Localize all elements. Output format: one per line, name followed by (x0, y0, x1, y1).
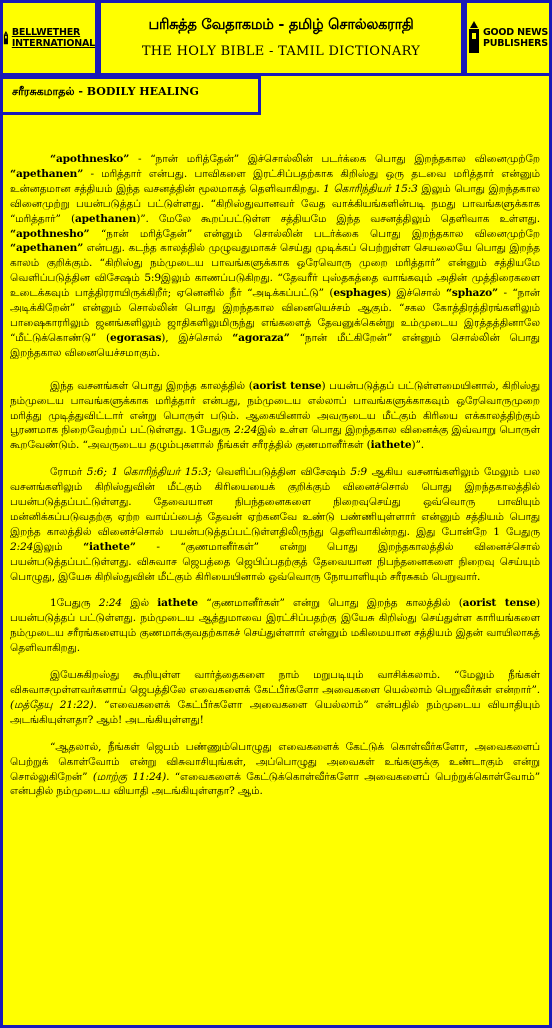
paragraph-text: ரோமர் (50, 466, 87, 479)
paragraph-text: இந்த வசனங்கள் பொது இறந்த காலத்தில் ( (50, 379, 253, 392)
publisher-logo-right (464, 0, 552, 76)
term-text: apethanen (74, 212, 137, 225)
paragraph-text: வெளிப்படுத்தின விசேஷம் (211, 466, 351, 479)
paragraph (10, 740, 540, 800)
reference-text: 2:24 (233, 424, 258, 437)
paragraph-text: “நான் மரித்தேன்” என்னும் சொல்லின் படர்க்கை பொது இறந்தகால வினைமுற்றே (89, 227, 540, 240)
reference-text: (மத்தேயு 21:22). (10, 698, 97, 711)
title-english: THE HOLY BIBLE - TAMIL DICTIONARY (141, 44, 421, 59)
paragraph-text: ) இச்சொல் (386, 287, 446, 300)
paragraph-text: - “நான் மரித்தேன்” இச்சொல்லின் படர்க்கை பொது இறந்தகால வினைமுற்றே (129, 153, 540, 165)
paragraph-text: - “குணமானீர்கள்” என்று பொது இறந்தகாலத்தில் வினைச்சொல் பயன்படுத்தப்பட்டுள்ளது. விசுவாச ஜெபத்தை ஜெபிப்பதற்குத் தேவையான நிபந்தனைகளை நிறைவு செய்யும் பொழுது, இயேசு கிறிஸ்துவின் மீட்கும் கிரியையினால் ஒவ்வொரு நோயாளியும் சரீரசுகம் பெறுவார். (10, 540, 540, 583)
paragraph (10, 668, 540, 728)
paragraph-text: இலும் (33, 540, 84, 553)
dictionary-title-box (98, 0, 464, 76)
paragraph-text: “நான் மீட்கிறேன்” என்னும் சொல்லின் பொது இறந்தகால வினையெச்சமாகும். (10, 331, 540, 359)
lamp-icon (468, 21, 480, 55)
reference-text: 2:24 (10, 540, 34, 553)
term-text: “apethanen” (10, 167, 84, 180)
lamp-icon (3, 21, 9, 55)
term-text: esphages (333, 287, 387, 300)
paragraph-text: இயேசுகிறஸ்து கூறியுள்ள வார்த்தைகளை நாம் மறுபடியும் வாசிக்கலாம். “மேலும் நீங்கள் விசுவாசமுள்ளவர்களாய் ஜெபத்திலே எவைகளைக் கேட்பீர்களோ அவைகளை யெல்லாம் பெறுவீர்கள் என்றார்”. (10, 669, 540, 696)
term-text: iathete (370, 439, 412, 452)
paragraph-text: “எவைகளைக் கேட்பீர்களோ அவைகளை யெல்லாம்” என்பதில் நம்முடைய வியாதியும் அடங்கியுள்ளதா? ஆம்! அடங்கியுள்ளது! (10, 698, 541, 726)
paragraph-text: - மரித்தார் என்பது. பாவிகளை இரட்சிப்பதற்காக கிறிஸ்து ஒரு தடவை மரித்தார் என்னும் உன்னதமான சத்தியம் இந்த வசனத்தின் மூலமாகத் தெளிவாகிறது. (10, 167, 540, 195)
paragraph (10, 152, 540, 361)
paragraph-text: )”. மேலே கூறப்பட்டுள்ள சத்தியமே இந்த வசனத்திலும் தெளிவாக உள்ளது. (136, 212, 540, 225)
paragraph-text: இல் உள்ள பொது இறந்தகால வினைக்கு இவ்வாறு பொருள் கூறவேண்டும். “அவருடைய தழும்புகளால் நீங்கள் சரீரத்தில் குணமானீர்கள் ( (10, 424, 540, 452)
term-text: “agoraza” (232, 331, 290, 344)
paragraph (10, 596, 540, 656)
reference-text: 2:24 (98, 597, 122, 610)
logo-text-left: BELLWETHER INTERNATIONAL (11, 27, 95, 49)
paragraph-text: )”. (411, 439, 424, 452)
paragraph-text: இலும் பொது இறந்தகால வினைமுற்று பயன்படுத்தப் பட்டுள்ளது. “கிறிஸ்துவானவர் வேத வாக்கியங்களின்படி நமது பாவங்களுக்காக “மரித்தார்” ( (10, 182, 540, 225)
paragraph-text: ) பயன்படுத்தப் பட்டுள்ளது. நம்முடைய ஆத்துமாவை இரட்சிப்பதற்கு இயேசு கிறிஸ்து செய்துள்ள காரியங்களை நம்முடைய சரீரங்களையும் குணமாக்குவதற்காகச் செய்துள்ளார் என்னும் மகிமையான சத்தியம் இதன் வாயிலாகத் தெளிவாகிறது. (10, 597, 540, 655)
paragraph-text: 1பேதுரு (50, 597, 99, 610)
term-text: “sphazo” (445, 287, 498, 300)
term-text: “apothnesko” (50, 153, 130, 165)
paragraph-text: ஆகிய வசனங்களிலும் மேலும் பல வசனங்களிலும் கிறிஸ்துவின் மீட்கும் கிரியையைக் குறிக்கும் வினைச்சொல் பொது இறந்தகாலத்தில் பயன்படுத்தப்பட்டுள்ளது. தேவையான நிபந்தனைகளை நிறைவுசெய்து ஒவ்வொரு பாவியும் மன்னிக்கப்படுவதற்கு ஏற்ற வாய்ப்பைத் தேவன் ஏற்கனவே உண்டு பண்ணியுள்ளார் என்னும் சத்தியம் பொது இறந்த காலத்தில் வினைச்சொல் பயன்படுத்தப்பட்டுள்ளதிலிருந்து தெளிவாகின்றது. இது போன்றே 1 பேதுரு (10, 466, 541, 538)
section-title: சரீரசுகமாதல் - BODILY HEALING (0, 76, 261, 115)
paragraph-text: - “நான் அடிக்கிறேன்” என்னும் சொல்லின் பொது இறந்தகால வினையெச்சம் ஆகும். “சகல கோத்திரத்திரங்களிலும் பாஷைகாரரிலும் ஜனங்களிலும் ஜாதிகளிலுமிருந்து எங்களைத் தேவனுக்கென்று உம்முடைய இரத்தத்தினாலே “மீட்டுக்கொண்டு” ( (10, 287, 540, 344)
term-text: egorasas (110, 331, 162, 344)
reference-text: (மாற்கு 11:24). (92, 770, 170, 783)
paragraph-text: இல் (121, 597, 158, 610)
reference-text: 5:6; 1 கொரிந்தியர் 15:3; (86, 466, 212, 479)
paragraph-text: “குணமானீர்கள்” என்று பொது இறந்த காலத்தில் ( (198, 597, 463, 610)
paragraph-text: என்பது. கடந்த காலத்தில் முழுவதுமாகச் செய்து முடிக்கப் பெற்றுள்ள செயலையே பொது இறந்த காலம் குறிக்கும். “கிறிஸ்து நம்முடைய பாவங்களுக்காக ஒரேவொரு முறை மரித்தார்” என்னும் சத்தியமே வெளிப்படுத்தின விசேஷம் 5:9இலும் காணப்படுகிறது. “தேவரீர் புஸ்தகத்தை வாங்கவும் அதின் முத்திரைகளை உடைக்கவும் பாத்திரராயிருக்கிறீர்; ஏனெனில் நீர் “அடிக்கப்பட்டு” ( (10, 242, 540, 300)
term-text: “apothnesho” (10, 227, 90, 240)
paragraph-text: “எவைகளைக் கேட்டுக்கொள்வீர்களோ அவைகளைப் பெற்றுக்கொள்வோம்” என்பதில் நம்முடைய வியாதி அடங்கியுள்ளதா? ஆம். (10, 770, 540, 798)
paragraph-text: “ஆதலால், நீங்கள் ஜெபம் பண்ணும்பொழுது எவைகளைக் கேட்டுக் கொள்வீர்களோ, அவைகளைப் பெற்றுக் கொள்வோம் என்று விசுவாசியுங்கள், அப்பொழுது அவைகள் உங்களுக்கு உண்டாகும் என்று சொல்லுகிறேன்” (10, 740, 540, 783)
paragraph-text: ) பயன்படுத்தப் பட்டுள்ளமையினால், கிறிஸ்து நம்முடைய பாவங்களுக்காக மரித்தார் என்பது, நம்முடைய எல்லாப் பாவங்களுக்காகவும் ஒரேவொருமுறை மரித்து முடித்துவிட்டார் என்று பொருள் படும். ஆகையினால் அவருடைய மீட்கும் கிரியை எக்காலத்திற்கும் பூரணமாக நிறைவேற்றப் பட்டுள்ளது. 1பேதுரு (10, 379, 540, 437)
reference-text: 1 கொரிந்தியர் 15:3 (323, 182, 418, 195)
paragraph-text: ), இச்சொல் (161, 331, 233, 344)
logo-text-right: GOOD NEWS PUBLISHERS (482, 27, 549, 49)
term-text: iathete (157, 597, 199, 610)
term-text: aorist tense (462, 597, 536, 610)
title-tamil: பரிசுத்த வேதாகமம் - தமிழ் சொல்லகராதி (148, 16, 414, 33)
paragraph (10, 379, 540, 454)
term-text: “iathete” (83, 540, 136, 553)
article-body (10, 152, 540, 811)
reference-text: 5:9 (350, 466, 368, 479)
term-text: “apethanen” (10, 242, 84, 255)
publisher-logo-left (0, 0, 98, 76)
term-text: aorist tense (252, 379, 322, 392)
paragraph (10, 465, 540, 584)
